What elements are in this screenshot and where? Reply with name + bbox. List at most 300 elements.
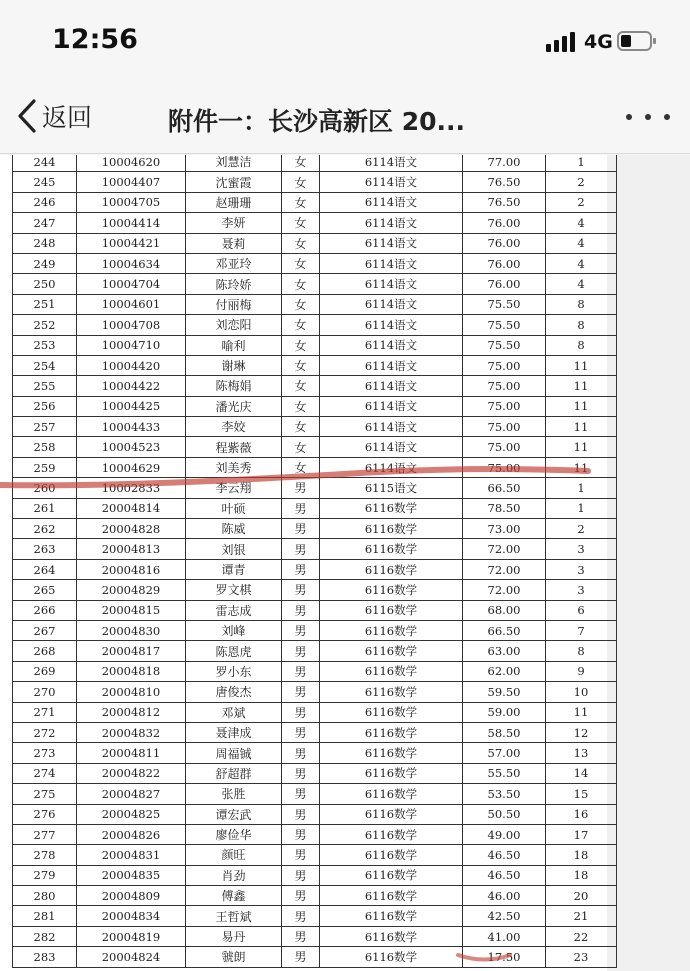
cell-name: 罗文棋 (186, 580, 282, 600)
cell-row-number: 279 (13, 865, 77, 885)
cell-exam-id: 20004832 (77, 722, 186, 742)
cell-row-number: 280 (13, 886, 77, 906)
cell-exam-id: 20004835 (77, 865, 186, 885)
cell-row-number: 262 (13, 519, 77, 539)
document-margin (607, 155, 690, 971)
table-row (13, 824, 617, 844)
status-bar (0, 0, 690, 80)
cell-gender: 女 (282, 172, 320, 192)
table-row (13, 519, 617, 539)
cell-score: 76.00 (463, 213, 546, 233)
table-row (13, 155, 617, 172)
cell-row-number: 244 (13, 155, 77, 172)
cell-exam-id: 20004817 (77, 641, 186, 661)
cell-score: 72.00 (463, 539, 546, 559)
cell-score: 46.50 (463, 845, 546, 865)
cell-subject: 6114语文 (320, 155, 463, 172)
cell-subject: 6116数学 (320, 682, 463, 702)
cell-score: 76.50 (463, 192, 546, 212)
cell-gender: 男 (282, 661, 320, 681)
cell-gender: 女 (282, 335, 320, 355)
cell-subject: 6116数学 (320, 743, 463, 763)
cell-gender: 男 (282, 641, 320, 661)
cell-row-number: 256 (13, 396, 77, 416)
cell-row-number: 265 (13, 580, 77, 600)
cell-exam-id: 10004710 (77, 335, 186, 355)
cell-rank: 3 (546, 580, 617, 600)
cell-subject: 6114语文 (320, 396, 463, 416)
cell-score: 46.50 (463, 865, 546, 885)
cell-rank: 4 (546, 274, 617, 294)
cell-gender: 男 (282, 926, 320, 946)
cell-score: 42.50 (463, 906, 546, 926)
cell-name: 邓斌 (186, 702, 282, 722)
table-row (13, 213, 617, 233)
cell-name: 刘慧洁 (186, 155, 282, 172)
cell-subject: 6116数学 (320, 722, 463, 742)
cell-name: 廖俭华 (186, 824, 282, 844)
cell-score: 55.50 (463, 763, 546, 783)
cell-name: 沈蜜霞 (186, 172, 282, 192)
cell-gender: 男 (282, 784, 320, 804)
cell-gender: 男 (282, 539, 320, 559)
table-row (13, 682, 617, 702)
cell-rank: 11 (546, 437, 617, 457)
table-row (13, 743, 617, 763)
cell-subject: 6114语文 (320, 457, 463, 477)
cell-rank: 18 (546, 865, 617, 885)
signal-icon (546, 32, 576, 52)
cell-name: 谢琳 (186, 355, 282, 375)
cell-rank: 20 (546, 886, 617, 906)
cell-score: 62.00 (463, 661, 546, 681)
cell-row-number: 261 (13, 498, 77, 518)
cell-name: 赵珊珊 (186, 192, 282, 212)
cell-name: 罗小东 (186, 661, 282, 681)
cell-score: 75.00 (463, 355, 546, 375)
cell-rank: 17 (546, 824, 617, 844)
cell-rank: 2 (546, 519, 617, 539)
cell-row-number: 245 (13, 172, 77, 192)
cell-gender: 男 (282, 519, 320, 539)
cell-exam-id: 20004825 (77, 804, 186, 824)
cell-score: 49.00 (463, 824, 546, 844)
table-row (13, 600, 617, 620)
cell-subject: 6116数学 (320, 926, 463, 946)
cell-subject: 6114语文 (320, 213, 463, 233)
table-row (13, 498, 617, 518)
cell-gender: 男 (282, 824, 320, 844)
cell-row-number: 269 (13, 661, 77, 681)
cell-score: 75.50 (463, 294, 546, 314)
table-row (13, 784, 617, 804)
table-row (13, 580, 617, 600)
cell-subject: 6114语文 (320, 437, 463, 457)
table-row (13, 886, 617, 906)
cell-subject: 6116数学 (320, 906, 463, 926)
navigation-bar (0, 80, 690, 154)
cell-subject: 6114语文 (320, 172, 463, 192)
document-viewer[interactable] (0, 155, 690, 971)
cell-exam-id: 10004620 (77, 155, 186, 172)
cell-exam-id: 10004705 (77, 192, 186, 212)
cell-score: 46.00 (463, 886, 546, 906)
cell-exam-id: 10004407 (77, 172, 186, 192)
cell-exam-id: 20004819 (77, 926, 186, 946)
table-row (13, 926, 617, 946)
cell-row-number: 251 (13, 294, 77, 314)
table-row (13, 539, 617, 559)
cell-exam-id: 20004826 (77, 824, 186, 844)
cell-subject: 6116数学 (320, 641, 463, 661)
cell-exam-id: 10004422 (77, 376, 186, 396)
cell-row-number: 282 (13, 926, 77, 946)
cell-score: 76.00 (463, 233, 546, 253)
cell-gender: 女 (282, 213, 320, 233)
back-label: 返回 (42, 103, 93, 132)
table-row (13, 559, 617, 579)
cell-gender: 女 (282, 192, 320, 212)
cell-score: 53.50 (463, 784, 546, 804)
cell-exam-id: 10004629 (77, 457, 186, 477)
cell-rank: 12 (546, 722, 617, 742)
cell-gender: 女 (282, 457, 320, 477)
cell-rank: 14 (546, 763, 617, 783)
cell-score: 58.50 (463, 722, 546, 742)
cell-exam-id: 20004816 (77, 559, 186, 579)
cell-rank: 11 (546, 702, 617, 722)
cell-subject: 6116数学 (320, 702, 463, 722)
cell-name: 舒超群 (186, 763, 282, 783)
cell-gender: 女 (282, 155, 320, 172)
cell-subject: 6116数学 (320, 600, 463, 620)
table-row (13, 457, 617, 477)
cell-subject: 6114语文 (320, 315, 463, 335)
cell-subject: 6114语文 (320, 253, 463, 273)
cell-name: 李云翔 (186, 478, 282, 498)
cell-row-number: 254 (13, 355, 77, 375)
cell-name: 刘恋阳 (186, 315, 282, 335)
table-row (13, 294, 617, 314)
cell-row-number: 271 (13, 702, 77, 722)
cell-name: 陈威 (186, 519, 282, 539)
cell-gender: 男 (282, 886, 320, 906)
cell-rank: 7 (546, 620, 617, 640)
cell-rank: 13 (546, 743, 617, 763)
cell-exam-id: 20004827 (77, 784, 186, 804)
cell-subject: 6114语文 (320, 233, 463, 253)
cell-rank: 2 (546, 192, 617, 212)
cell-score: 63.00 (463, 641, 546, 661)
cell-exam-id: 20004828 (77, 519, 186, 539)
cell-score: 75.00 (463, 376, 546, 396)
cell-gender: 男 (282, 600, 320, 620)
cell-name: 刘峰 (186, 620, 282, 640)
cell-rank: 18 (546, 845, 617, 865)
cell-exam-id: 20004834 (77, 906, 186, 926)
cell-exam-id: 20004811 (77, 743, 186, 763)
cell-rank: 1 (546, 498, 617, 518)
network-type: 4G (584, 31, 613, 53)
cell-rank: 23 (546, 947, 617, 967)
cell-row-number: 252 (13, 315, 77, 335)
cell-subject: 6116数学 (320, 498, 463, 518)
cell-name: 唐俊杰 (186, 682, 282, 702)
cell-gender: 女 (282, 253, 320, 273)
table-row (13, 233, 617, 253)
cell-row-number: 278 (13, 845, 77, 865)
cell-name: 王哲斌 (186, 906, 282, 926)
cell-score: 75.50 (463, 335, 546, 355)
cell-exam-id: 20004812 (77, 702, 186, 722)
cell-row-number: 247 (13, 213, 77, 233)
cell-rank: 11 (546, 355, 617, 375)
cell-exam-id: 10004634 (77, 253, 186, 273)
cell-subject: 6116数学 (320, 763, 463, 783)
cell-row-number: 275 (13, 784, 77, 804)
cell-score: 59.00 (463, 702, 546, 722)
cell-exam-id: 20004818 (77, 661, 186, 681)
cell-score: 75.00 (463, 417, 546, 437)
cell-rank: 4 (546, 213, 617, 233)
cell-exam-id: 20004822 (77, 763, 186, 783)
cell-exam-id: 10004421 (77, 233, 186, 253)
cell-score: 75.00 (463, 396, 546, 416)
cell-rank: 4 (546, 233, 617, 253)
cell-subject: 6116数学 (320, 661, 463, 681)
table-row (13, 906, 617, 926)
table-row (13, 804, 617, 824)
cell-exam-id: 20004810 (77, 682, 186, 702)
cell-rank: 21 (546, 906, 617, 926)
cell-subject: 6116数学 (320, 865, 463, 885)
cell-row-number: 283 (13, 947, 77, 967)
cell-row-number: 276 (13, 804, 77, 824)
cell-score: 75.50 (463, 315, 546, 335)
cell-row-number: 273 (13, 743, 77, 763)
cell-score: 68.00 (463, 600, 546, 620)
cell-name: 叶硕 (186, 498, 282, 518)
cell-row-number: 250 (13, 274, 77, 294)
cell-subject: 6116数学 (320, 559, 463, 579)
cell-gender: 男 (282, 722, 320, 742)
cell-gender: 男 (282, 620, 320, 640)
cell-gender: 男 (282, 743, 320, 763)
table-row (13, 845, 617, 865)
cell-gender: 男 (282, 845, 320, 865)
table-row (13, 722, 617, 742)
cell-rank: 11 (546, 457, 617, 477)
score-table (12, 155, 617, 968)
cell-score: 50.50 (463, 804, 546, 824)
cell-gender: 男 (282, 498, 320, 518)
cell-row-number: 249 (13, 253, 77, 273)
table-row (13, 702, 617, 722)
cell-name: 李姣 (186, 417, 282, 437)
cell-subject: 6116数学 (320, 784, 463, 804)
cell-exam-id: 10004708 (77, 315, 186, 335)
cell-score: 41.00 (463, 926, 546, 946)
table-row (13, 355, 617, 375)
cell-gender: 女 (282, 355, 320, 375)
cell-name: 刘美秀 (186, 457, 282, 477)
cell-rank: 11 (546, 417, 617, 437)
cell-subject: 6116数学 (320, 519, 463, 539)
cell-gender: 女 (282, 437, 320, 457)
cell-exam-id: 20004814 (77, 498, 186, 518)
cell-gender: 女 (282, 396, 320, 416)
cell-score: 76.50 (463, 172, 546, 192)
cell-exam-id: 10004425 (77, 396, 186, 416)
cell-rank: 1 (546, 155, 617, 172)
cell-rank: 8 (546, 641, 617, 661)
table-row (13, 172, 617, 192)
cell-exam-id: 20004824 (77, 947, 186, 967)
cell-subject: 6116数学 (320, 845, 463, 865)
table-row (13, 376, 617, 396)
cell-gender: 男 (282, 702, 320, 722)
cell-name: 颜旺 (186, 845, 282, 865)
cell-row-number: 281 (13, 906, 77, 926)
cell-row-number: 255 (13, 376, 77, 396)
cell-row-number: 270 (13, 682, 77, 702)
cell-score: 76.00 (463, 253, 546, 273)
cell-gender: 男 (282, 580, 320, 600)
table-row (13, 253, 617, 273)
cell-subject: 6116数学 (320, 804, 463, 824)
cell-score: 73.00 (463, 519, 546, 539)
cell-row-number: 258 (13, 437, 77, 457)
cell-name: 肖劲 (186, 865, 282, 885)
cell-name: 刘银 (186, 539, 282, 559)
cell-row-number: 274 (13, 763, 77, 783)
cell-subject: 6116数学 (320, 620, 463, 640)
cell-gender: 女 (282, 315, 320, 335)
table-row (13, 661, 617, 681)
cell-name: 李妍 (186, 213, 282, 233)
cell-gender: 女 (282, 376, 320, 396)
cell-rank: 3 (546, 539, 617, 559)
cell-exam-id: 20004815 (77, 600, 186, 620)
cell-subject: 6116数学 (320, 947, 463, 967)
cell-name: 聂莉 (186, 233, 282, 253)
cell-score: 72.00 (463, 559, 546, 579)
cell-subject: 6114语文 (320, 192, 463, 212)
cell-subject: 6116数学 (320, 886, 463, 906)
cell-subject: 6116数学 (320, 824, 463, 844)
cell-rank: 15 (546, 784, 617, 804)
cell-gender: 男 (282, 763, 320, 783)
more-options-button[interactable] (626, 104, 670, 130)
cell-subject: 6116数学 (320, 539, 463, 559)
cell-rank: 22 (546, 926, 617, 946)
cell-gender: 男 (282, 559, 320, 579)
cell-row-number: 248 (13, 233, 77, 253)
cell-subject: 6114语文 (320, 355, 463, 375)
cell-name: 雷志成 (186, 600, 282, 620)
cell-name: 傅鑫 (186, 886, 282, 906)
table-row (13, 335, 617, 355)
page-title: 附件一：长沙高新区 20... (168, 107, 465, 136)
cell-name: 周福铖 (186, 743, 282, 763)
table-row (13, 437, 617, 457)
cell-subject: 6114语文 (320, 274, 463, 294)
cell-gender: 女 (282, 294, 320, 314)
cell-name: 陈玲娇 (186, 274, 282, 294)
cell-subject: 6114语文 (320, 376, 463, 396)
cell-row-number: 266 (13, 600, 77, 620)
cell-score: 75.00 (463, 437, 546, 457)
cell-exam-id: 20004813 (77, 539, 186, 559)
cell-row-number: 263 (13, 539, 77, 559)
table-row (13, 315, 617, 335)
cell-name: 张胜 (186, 784, 282, 804)
cell-exam-id: 20004809 (77, 886, 186, 906)
cell-subject: 6116数学 (320, 580, 463, 600)
table-row (13, 620, 617, 640)
table-row (13, 274, 617, 294)
cell-name: 谭宏武 (186, 804, 282, 824)
cell-name: 谭青 (186, 559, 282, 579)
cell-exam-id: 20004829 (77, 580, 186, 600)
cell-gender: 男 (282, 682, 320, 702)
cell-rank: 2 (546, 172, 617, 192)
table-row (13, 865, 617, 885)
cell-name: 邓亚玲 (186, 253, 282, 273)
cell-gender: 女 (282, 233, 320, 253)
cell-rank: 8 (546, 315, 617, 335)
cell-score: 72.00 (463, 580, 546, 600)
back-button[interactable] (16, 98, 92, 134)
dot-icon (645, 114, 651, 120)
cell-rank: 4 (546, 253, 617, 273)
cell-exam-id: 10004414 (77, 213, 186, 233)
table-row (13, 641, 617, 661)
cell-subject: 6115语文 (320, 478, 463, 498)
cell-rank: 10 (546, 682, 617, 702)
cell-exam-id: 10002833 (77, 478, 186, 498)
cell-row-number: 268 (13, 641, 77, 661)
cell-name: 程紫薇 (186, 437, 282, 457)
cell-rank: 11 (546, 376, 617, 396)
cell-gender: 男 (282, 865, 320, 885)
table-row (13, 192, 617, 212)
cell-row-number: 260 (13, 478, 77, 498)
dot-icon (626, 114, 632, 120)
dot-icon (664, 114, 670, 120)
cell-subject: 6114语文 (320, 335, 463, 355)
table-row (13, 478, 617, 498)
cell-exam-id: 10004523 (77, 437, 186, 457)
cell-name: 付丽梅 (186, 294, 282, 314)
cell-score: 78.50 (463, 498, 546, 518)
cell-row-number: 253 (13, 335, 77, 355)
cell-exam-id: 10004420 (77, 355, 186, 375)
status-time: 12:56 (52, 24, 138, 55)
cell-score: 75.00 (463, 457, 546, 477)
cell-row-number: 272 (13, 722, 77, 742)
cell-score: 66.50 (463, 620, 546, 640)
cell-rank: 1 (546, 478, 617, 498)
cell-row-number: 257 (13, 417, 77, 437)
cell-gender: 男 (282, 947, 320, 967)
table-row (13, 417, 617, 437)
cell-row-number: 264 (13, 559, 77, 579)
cell-name: 虢朗 (186, 947, 282, 967)
cell-subject: 6114语文 (320, 294, 463, 314)
cell-score: 17.50 (463, 947, 546, 967)
cell-rank: 6 (546, 600, 617, 620)
